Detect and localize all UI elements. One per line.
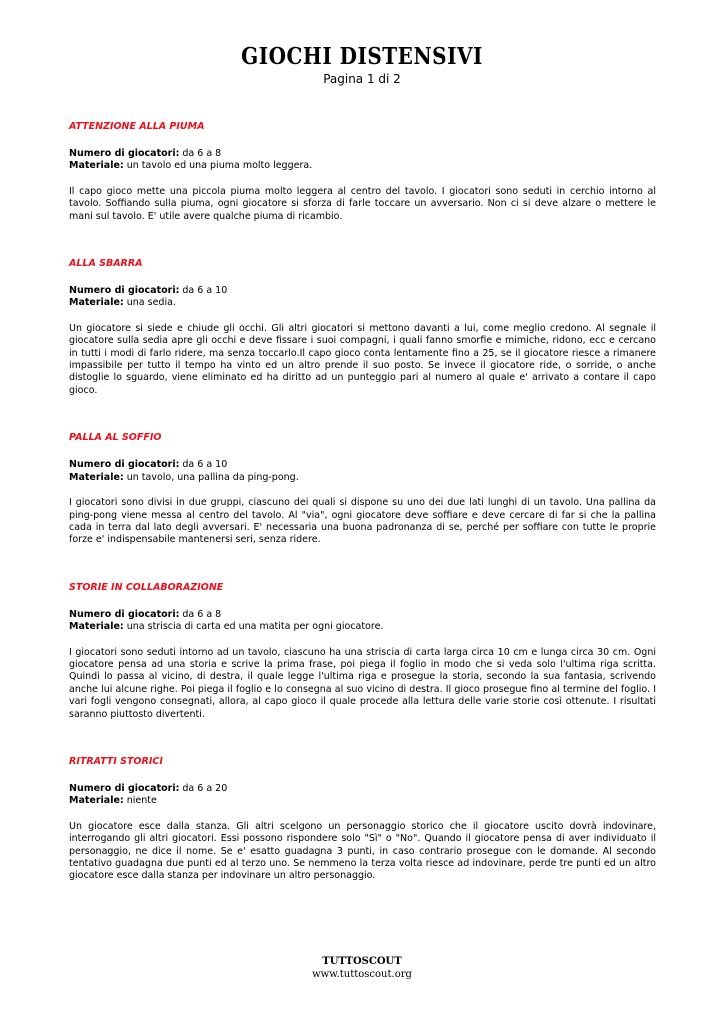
games-list <box>69 121 656 883</box>
players-line <box>69 783 656 795</box>
players-value: da 6 a 10 <box>182 459 228 471</box>
players-label: Numero di giocatori: <box>69 782 180 794</box>
game-section <box>69 121 656 223</box>
material-line <box>69 795 656 807</box>
page-number: Pagina 1 di 2 <box>323 72 401 86</box>
players-line <box>69 609 656 621</box>
players-label: Numero di giocatori: <box>69 459 180 471</box>
material-line <box>69 621 656 633</box>
material-label: Materiale: <box>69 795 124 807</box>
game-description: Un giocatore esce dalla stanza. Gli altri scelgono un personaggio storico che il giocatore uscito dovrà indovinare, interrogando gli altri giocatori. Essi possono rispondere solo "Sì" o "No". Quando il giocatore pensa di aver individuato il personaggio, ne dice il nome. Se e' esatto guadagna 3 punti, in caso contrario prosegue con le domande. Al secondo tentativo guadagna due punti ed al terzo uno. Se nemmeno la terza volta riesce ad indovinare, perde tre punti ed un altro giocatore esce dalla stanza per indovinare un altro personaggio. <box>69 820 656 882</box>
players-line <box>69 285 656 297</box>
game-description: I giocatori sono seduti intorno ad un tavolo, ciascuno ha una striscia di carta larga circa 10 cm e lunga circa 30 cm. Ogni giocatore pensa ad una storia e scrive la prima frase, poi piega il foglio in modo che si veda solo l'ultima riga scritta. Quindi lo passa al vicino, di destra, il quale legge l'ultima riga e prosegue la storia, secondo la sua fantasia, scrivendo anche lui alcune righe. Poi piega il foglio e lo consegna al suo vicino di destra. Il gioco prosegue fino al termine del foglio. I vari fogli vengono consegnati, allora, al capo gioco il quale procede alla lettura delle varie storie così ottenute. I risultati saranno piuttosto divertenti. <box>69 646 656 720</box>
players-label: Numero di giocatori: <box>69 285 180 297</box>
material-label: Materiale: <box>69 471 124 483</box>
players-value: da 6 a 20 <box>182 782 228 794</box>
material-value: niente <box>126 795 157 807</box>
material-value: una sedia. <box>126 297 176 309</box>
material-value: un tavolo ed una piuma molto leggera. <box>126 160 313 172</box>
game-title: RITRATTI STORICI <box>69 755 163 767</box>
game-description: I giocatori sono divisi in due gruppi, ciascuno dei quali si dispone su uno dei due lati lunghi di un tavolo. Una pallina da ping-pong viene messa al centro del tavolo. Al "via", ogni giocatore deve soffiare e deve cercare di far si che la pallina cada in terra dal lato degli avversari. E' necessaria una buona padronanza di se, perché per soffiare con tutte le proprie forze e' indispensabile mantenersi seri, senza ridere. <box>69 497 656 546</box>
game-description: Un giocatore si siede e chiude gli occhi. Gli altri giocatori si mettono davanti a lui, come meglio credono. Al segnale il giocatore sulla sedia apre gli occhi e deve fissare i suoi compagni, i quali fanno smorfie e mimiche, ridono, ecc e cercano in tutti i modi di farlo ridere, ma senza toccarlo.Il capo gioco conta lentamente fino a 25, se il giocatore riesce a rimanere impassibile per tutto il tempo ha vinto ed un altro prende il suo posto. Se invece il giocatore ride, o sorride, o anche distoglie lo sguardo, viene eliminato ed ha diritto ad un punteggio pari al numero al quale e' arrivato a contare il capo gioco. <box>69 322 656 396</box>
material-value: una striscia di carta ed una matita per ogni giocatore. <box>126 621 384 633</box>
players-line <box>69 459 656 471</box>
game-section <box>69 432 656 546</box>
page-header <box>0 44 724 86</box>
game-section <box>69 582 656 721</box>
players-value: da 6 a 8 <box>182 148 222 159</box>
players-label: Numero di giocatori: <box>69 148 180 159</box>
players-line <box>69 148 656 160</box>
material-value: un tavolo, una pallina da ping-pong. <box>126 471 299 483</box>
game-section <box>69 756 656 883</box>
material-line <box>69 297 656 309</box>
material-label: Materiale: <box>69 621 124 633</box>
game-description: Il capo gioco mette una piccola piuma molto leggera al centro del tavolo. I giocatori sono seduti in cerchio intorno al tavolo. Soffiando sulla piuma, ogni giocatore si sforza di farle toccare un avversario. Non ci si deve alzare o mettere le mani sul tavolo. E' utile avere qualche piuma di ricambio. <box>69 185 656 222</box>
footer-site-name: TUTTOSCOUT <box>322 956 402 967</box>
page-footer <box>0 956 724 980</box>
game-title: ALLA SBARRA <box>69 258 143 270</box>
game-section <box>69 258 656 397</box>
footer-url: www.tuttoscout.org <box>312 969 412 980</box>
material-line <box>69 160 656 172</box>
players-value: da 6 a 8 <box>182 608 222 620</box>
game-title: ATTENZIONE ALLA PIUMA <box>69 121 205 132</box>
players-value: da 6 a 10 <box>182 285 228 297</box>
game-title: STORIE IN COLLABORAZIONE <box>69 581 224 593</box>
players-label: Numero di giocatori: <box>69 608 180 620</box>
document-title: GIOCHI DISTENSIVI <box>241 42 483 70</box>
material-label: Materiale: <box>69 160 124 172</box>
material-line <box>69 472 656 484</box>
material-label: Materiale: <box>69 297 124 309</box>
game-title: PALLA AL SOFFIO <box>69 432 162 444</box>
